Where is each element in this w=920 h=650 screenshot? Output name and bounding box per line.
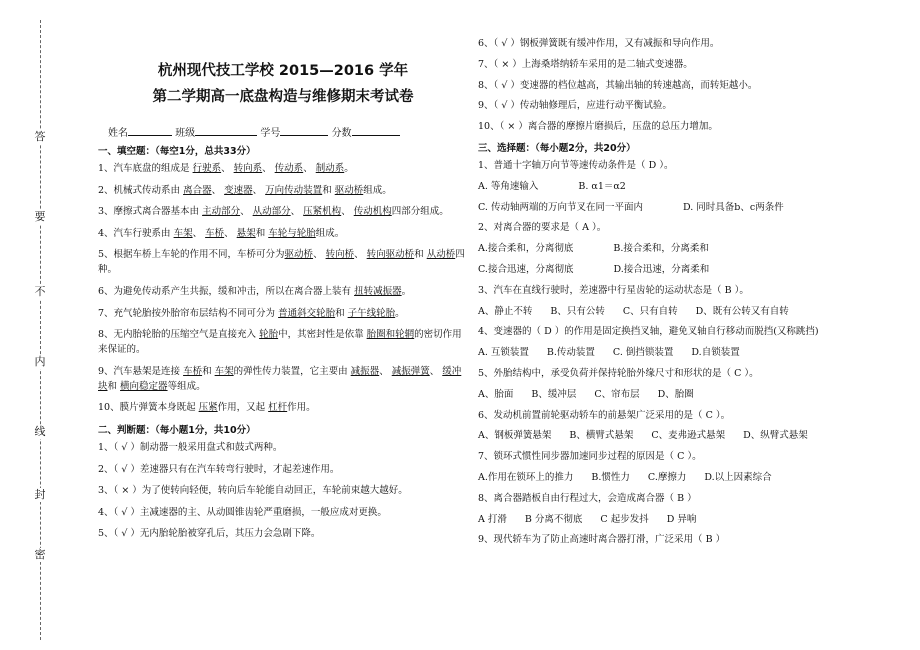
fill-answer: 离合器	[183, 184, 212, 196]
dashed-seal-line	[40, 20, 41, 640]
fill-text: 和	[414, 249, 427, 261]
judge-answer: 9、（ √ ）	[478, 100, 520, 112]
fill-answer: 主动部分	[202, 206, 241, 218]
fill-answer: 车轮与轮胎	[268, 227, 316, 239]
choice-option: C、麦弗逊式悬架	[651, 430, 726, 442]
choice-option: A. 等角速输入	[478, 180, 539, 192]
fill-text: 等组成。	[167, 380, 206, 392]
fill-answer: 转向驱动桥	[366, 249, 415, 261]
judge-questions-right	[478, 36, 878, 134]
fill-question	[98, 226, 468, 241]
seal-char: 封	[32, 488, 48, 502]
fill-text: 中，其密封性是依靠	[278, 329, 367, 341]
choice-options-row	[478, 345, 878, 360]
judge-answer: 10、（ × ）	[478, 121, 528, 133]
seal-line-margin	[0, 0, 60, 650]
fill-answer: 减振弹簧	[391, 365, 430, 377]
choice-options-row	[478, 512, 878, 527]
fill-answer: 从动部分	[252, 206, 291, 218]
seal-char: 要	[32, 210, 48, 224]
judge-text: 制动器一般采用盘式和鼓式两种。	[139, 441, 283, 453]
fill-answer: 车架	[173, 227, 193, 239]
choice-option: D、纵臂式悬架	[743, 430, 808, 442]
choice-options-row	[478, 262, 878, 277]
choice-option: D.以上因素综合	[704, 471, 772, 483]
fill-text: 、	[290, 206, 304, 218]
judge-answer: 2、（ √ ）	[98, 463, 140, 475]
fill-text: 、	[262, 163, 275, 174]
judge-text: 传动轴修理后，应进行动平衡试验。	[519, 100, 672, 112]
fill-question	[98, 284, 468, 299]
student-info-row	[98, 124, 468, 139]
choice-option: D. 同时具备b、c两条件	[682, 201, 784, 213]
fill-text: 、	[379, 365, 392, 377]
fill-text: 1、汽车底盘的组成是	[98, 163, 193, 174]
fill-text: 8、无内胎轮胎的压缩空气是直接充入	[98, 329, 260, 341]
fill-text: 、	[313, 249, 326, 261]
choice-option: C 起步发抖	[600, 513, 649, 525]
fill-answer: 驱动桥	[334, 184, 364, 196]
class-field[interactable]	[195, 126, 257, 136]
fill-answer: 杠杆	[268, 402, 288, 414]
choice-option: B 分离不彻底	[524, 513, 583, 525]
fill-answer: 缓冲块	[98, 365, 462, 392]
score-field[interactable]	[352, 126, 400, 136]
judge-answer: 1、（ √ ）	[98, 441, 140, 453]
section-choice-heading: 三、选择题：（每小题2分，共20分）	[478, 142, 636, 154]
judge-answer: 5、（ √ ）	[98, 528, 140, 540]
judge-text: 无内胎轮胎被穿孔后，其压力会急剧下降。	[139, 528, 321, 540]
choice-option: D、胎圈	[657, 388, 694, 400]
fill-questions	[98, 161, 468, 415]
choice-option: B、缓冲层	[531, 388, 577, 400]
fill-text: 和	[107, 380, 121, 392]
fill-text: 。	[401, 285, 412, 297]
judge-text: 为了使转向轻便，转向后车轮能自动回正，车轮前束越大越好。	[141, 485, 408, 497]
choice-option: B. α1＝α2	[578, 180, 626, 192]
choice-option: C. 传动轴两端的万向节叉在同一平面内	[478, 201, 643, 213]
fill-text: 、	[224, 227, 237, 239]
choice-question: 4、变速器的（ D ）的作用是固定换挡叉轴，避免叉轴自行移动而脱挡(又称跳挡)	[478, 326, 819, 338]
judge-text: 差速器只有在汽车转弯行驶时，才起差速作用。	[139, 463, 340, 475]
judge-question	[98, 505, 468, 520]
fill-answer: 胎圈和轮辋	[366, 329, 415, 341]
fill-text: 、	[303, 163, 316, 174]
choice-options-row	[478, 241, 878, 256]
fill-question	[98, 364, 468, 394]
choice-question: 2、对离合器的要求是（ A ）。	[478, 222, 607, 234]
fill-answer: 车桥	[183, 365, 203, 377]
choice-option: C. 倒挡锁装置	[612, 347, 674, 359]
exam-title-line1: 杭州现代技工学校 2015—2016 学年	[157, 63, 409, 79]
judge-question	[98, 462, 468, 477]
fill-answer: 转向桥	[325, 249, 355, 261]
fill-text: 、	[221, 163, 234, 174]
seal-char: 密	[32, 548, 48, 562]
name-label: 姓名	[108, 128, 128, 139]
judge-question	[98, 440, 468, 455]
choice-option: A 打滑	[478, 513, 507, 525]
fill-text: 10、膜片弹簧本身既起	[98, 402, 199, 414]
seal-char: 答	[32, 130, 48, 144]
judge-question	[478, 36, 878, 51]
choice-options-row	[478, 179, 878, 194]
id-label: 学号	[260, 128, 281, 139]
fill-answer: 子午线轮胎	[347, 307, 396, 319]
choice-options-row	[478, 200, 878, 215]
judge-question	[98, 483, 468, 498]
choice-option: D、既有公转又有自转	[695, 305, 789, 317]
choice-questions	[478, 158, 878, 547]
judge-question	[478, 98, 878, 113]
fill-answer: 车架	[214, 365, 234, 377]
class-label: 班级	[175, 128, 196, 139]
fill-text: 组成。	[363, 184, 392, 196]
fill-answer: 变速器	[224, 184, 253, 196]
judge-questions-left	[98, 440, 468, 541]
judge-question	[478, 57, 878, 72]
fill-answer: 轮胎	[259, 329, 279, 341]
exam-title-line2: 第二学期高一底盘构造与维修期末考试卷	[152, 89, 414, 105]
fill-text: 。	[344, 163, 354, 174]
choice-question: 1、普通十字轴万向节等速传动条件是（ D ）。	[478, 159, 674, 171]
fill-text: 的弹性传力装置，它主要由	[233, 365, 351, 377]
judge-answer: 3、（ × ）	[98, 485, 142, 497]
fill-answer: 行驶系	[192, 163, 222, 174]
fill-text: 作用，又起	[217, 402, 269, 414]
fill-answer: 悬架	[236, 227, 256, 239]
fill-answer: 扭转减振器	[354, 285, 402, 297]
fill-answer: 传动机构	[353, 206, 392, 218]
fill-text: 、	[211, 184, 225, 196]
fill-text: 、	[341, 206, 354, 218]
judge-answer: 6、（ √ ）	[478, 38, 520, 49]
fill-text: 四部分组成。	[391, 206, 449, 218]
choice-option: D 异响	[666, 513, 697, 525]
section-fill-heading: 一、填空题：（每空1分，总共33分）	[98, 146, 256, 157]
choice-question: 3、汽车在直线行驶时，差速器中行星齿轮的运动状态是（ B ）。	[478, 284, 749, 296]
fill-text: 和	[335, 307, 348, 319]
choice-question: 8、离合器踏板自由行程过大，会造成离合器（ B ）	[478, 492, 697, 504]
choice-question: 9、现代轿车为了防止高速时离合器打滑，广泛采用（ B ）	[478, 534, 726, 546]
judge-question	[98, 526, 468, 541]
fill-text: 5、根据车桥上车轮的作用不同，车桥可分为	[98, 249, 285, 261]
judge-text: 变速器的档位越高，其输出轴的转速越高，而转矩越小。	[519, 79, 758, 91]
fill-question	[98, 161, 468, 176]
judge-text: 主减速器的主、从动圆锥齿轮严重磨损，一般应成对更换。	[139, 506, 387, 518]
judge-text: 离合器的摩擦片磨损后，压盘的总压力增加。	[527, 121, 718, 133]
fill-question	[98, 400, 468, 415]
fill-text: 和	[322, 184, 335, 196]
choice-option: D.接合迅速，分离柔和	[613, 263, 710, 275]
fill-text: 和	[202, 365, 215, 377]
choice-option: B、横臂式悬架	[569, 430, 634, 442]
fill-question	[98, 204, 468, 219]
fill-text: 和	[255, 227, 269, 239]
fill-text: 作用。	[287, 402, 316, 414]
fill-text: 组成。	[315, 227, 345, 239]
judge-answer: 4、（ √ ）	[98, 506, 140, 518]
fill-text: 四种。	[98, 249, 465, 276]
judge-text: 钢板弹簧既有缓冲作用，又有减振和导向作用。	[519, 38, 720, 49]
choice-options-row	[478, 304, 878, 319]
fill-answer: 减振器	[350, 365, 380, 377]
seal-char: 内	[32, 355, 48, 369]
fill-answer: 从动桥	[426, 249, 456, 261]
fill-text: 、	[252, 184, 266, 196]
seal-char: 线	[32, 425, 48, 439]
section-judge-heading: 二、判断题：（每小题1分，共10分）	[98, 424, 256, 436]
choice-option: A、胎面	[478, 388, 514, 400]
right-column	[478, 36, 878, 553]
fill-answer: 传动系	[274, 163, 304, 174]
fill-question	[98, 247, 468, 277]
choice-option: B.接合柔和，分离柔和	[613, 243, 709, 255]
choice-option: B.传动装置	[546, 347, 595, 359]
choice-option: C、只有自转	[622, 305, 678, 317]
fill-text: 的密切作用来保证的。	[98, 329, 462, 356]
fill-text: 、	[429, 365, 443, 377]
fill-text: 、	[192, 227, 206, 239]
judge-answer: 7、（ × ）	[478, 58, 522, 70]
choice-option: A、静止不转	[478, 305, 533, 317]
fill-answer: 车桥	[205, 227, 225, 239]
judge-answer: 8、（ √ ）	[478, 79, 520, 91]
score-label: 分数	[331, 128, 352, 139]
judge-question	[478, 119, 878, 134]
choice-options-row	[478, 428, 878, 443]
left-column	[98, 60, 468, 548]
choice-option: C.摩擦力	[647, 471, 687, 483]
fill-answer: 制动系	[315, 163, 345, 174]
fill-question	[98, 306, 468, 321]
choice-option: B、只有公转	[550, 305, 605, 317]
fill-answer: 压紧	[198, 402, 218, 414]
choice-question: 5、外胎结构中，承受负荷并保持轮胎外缘尺寸和形状的是（ C ）。	[478, 367, 759, 379]
choice-option: A.作用在锁环上的推力	[478, 471, 574, 483]
choice-options-row	[478, 470, 878, 485]
fill-text: 9、汽车悬架是连接	[98, 365, 184, 377]
fill-text: 4、汽车行驶系由	[98, 227, 174, 239]
fill-question	[98, 327, 468, 357]
choice-option: A.接合柔和，分离彻底	[478, 243, 574, 255]
choice-options-row	[478, 387, 878, 402]
choice-option: C、帘布层	[594, 388, 640, 400]
fill-answer: 普通斜交轮胎	[278, 307, 336, 319]
choice-option: A. 互锁装置	[478, 347, 529, 359]
fill-text: 、	[354, 249, 367, 261]
seal-char: 不	[32, 285, 48, 299]
fill-answer: 万向传动装置	[265, 184, 323, 196]
choice-option: A、钢板弹簧悬架	[478, 430, 552, 442]
id-field[interactable]	[280, 126, 328, 136]
choice-option: C.接合迅速，分离彻底	[478, 263, 574, 275]
fill-answer: 转向系	[233, 163, 263, 174]
fill-answer: 压紧机构	[303, 206, 342, 218]
fill-text: 6、为避免传动系产生共振，缓和冲击，所以在离合器上装有	[98, 285, 355, 297]
fill-text: 7、充气轮胎按外胎帘布层结构不同可分为	[98, 307, 279, 319]
fill-answer: 横向稳定器	[120, 380, 168, 392]
choice-option: D.自锁装置	[691, 347, 740, 359]
choice-question: 6、发动机前置前轮驱动轿车的前悬架广泛采用的是（ C ）。	[478, 409, 731, 421]
choice-question: 7、锁环式惯性同步器加速同步过程的原因是（ C ）。	[478, 451, 702, 463]
fill-text: 3、摩擦式离合器基本由	[98, 206, 203, 218]
judge-text: 上海桑塔纳轿车采用的是二轴式变速器。	[521, 58, 693, 70]
judge-question	[478, 78, 878, 93]
name-field[interactable]	[128, 126, 172, 136]
choice-option: B.惯性力	[591, 471, 630, 483]
fill-question	[98, 183, 468, 198]
fill-text: 、	[240, 206, 253, 218]
fill-answer: 驱动桥	[284, 249, 314, 261]
fill-text: 。	[395, 307, 405, 319]
fill-text: 2、机械式传动系由	[98, 184, 184, 196]
